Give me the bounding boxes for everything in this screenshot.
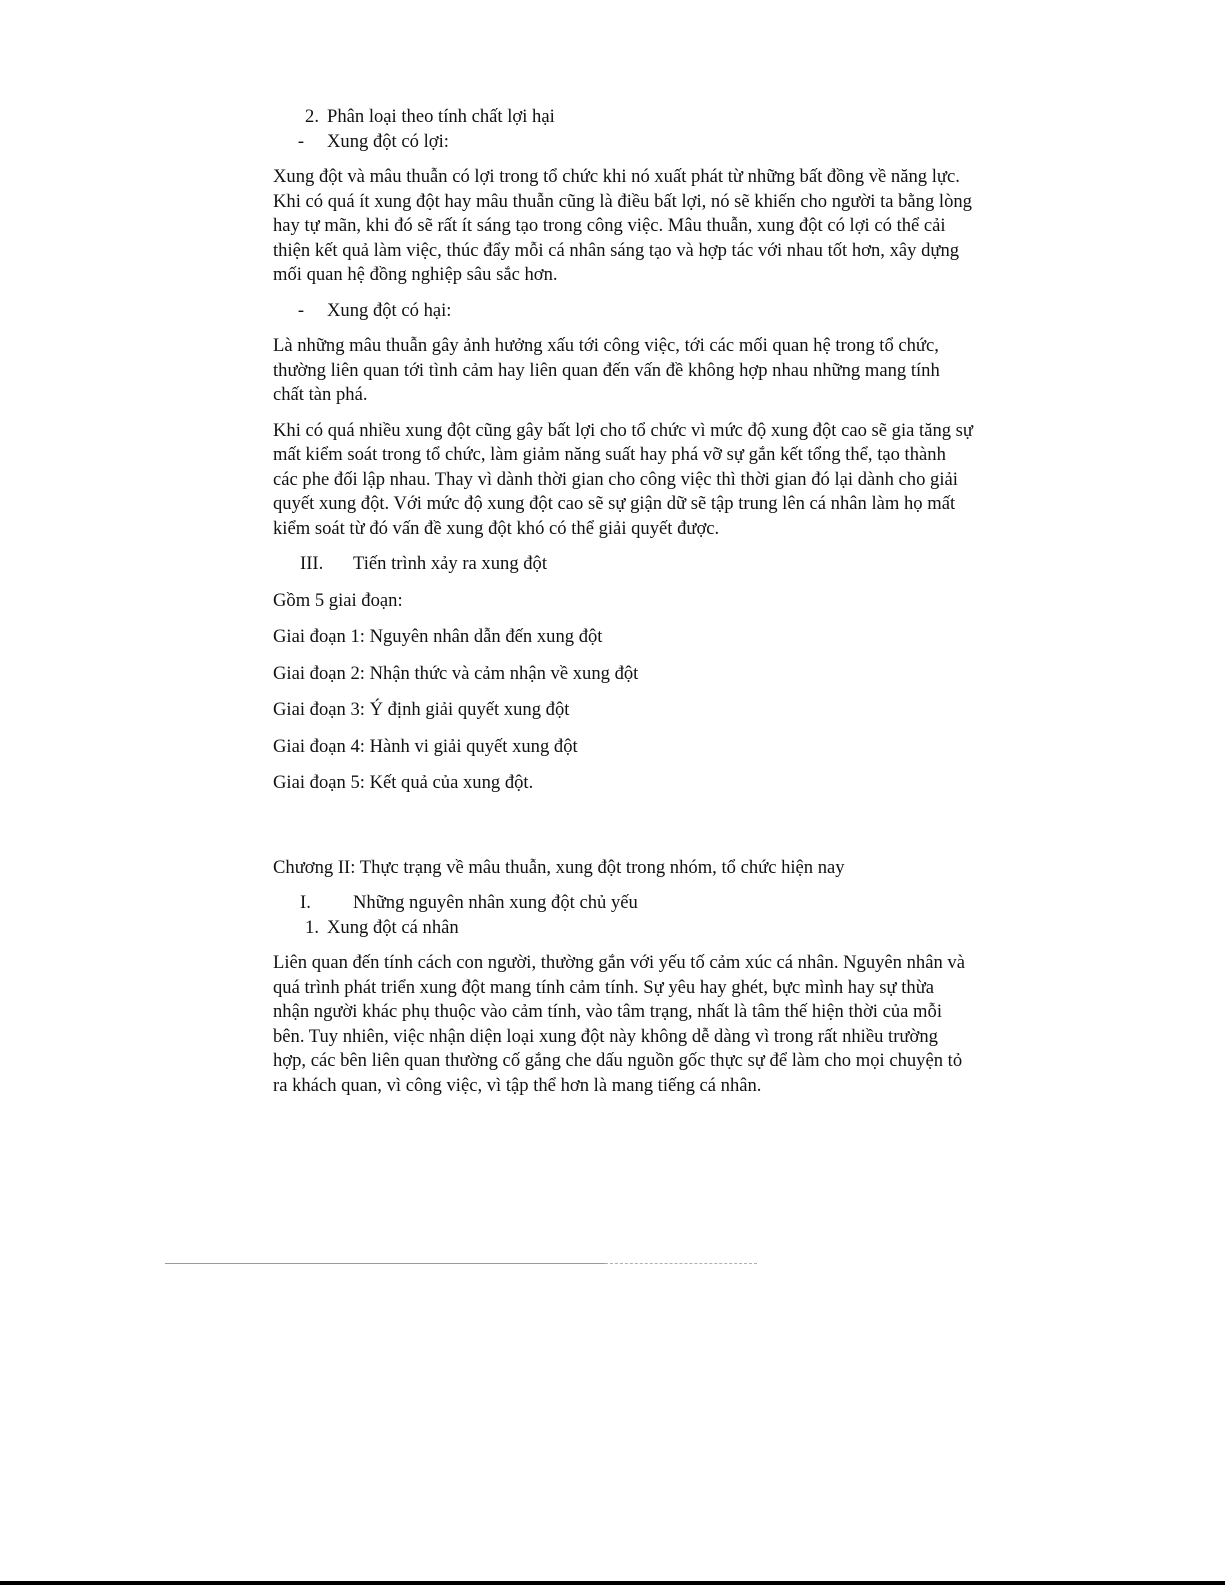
heading-text: Những nguyên nhân xung đột chủ yếu (353, 892, 638, 913)
section-2-heading (273, 105, 973, 130)
list-marker: 1. (305, 916, 319, 938)
footnote-separator (165, 1263, 605, 1264)
personal-conflict-paragraph: Liên quan đến tính cách con người, thường gắn với yếu tố cảm xúc cá nhân. Nguyên nhân và quá trình phát triển xung đột mang tính cảm tính. Sự yêu hay ghét, bực mình hay sự thừa nhận người khác phụ thuộc vào cảm tính, vào tâm trạng, nhất là tâm thế hiện thời của mỗi bên. Tuy nhiên, việc nhận diện loại xung đột này không dễ dàng vì trong rất nhiều trường hợp, các bên liên quan thường cố gắng che dấu nguồn gốc thực sự để làm cho mọi chuyện tỏ ra khách quan, vì công việc, vì tập thể hơn là mang tiếng cá nhân. (273, 952, 965, 1096)
stages-intro: Gồm 5 giai đoạn: (273, 589, 403, 611)
section-I-heading (273, 891, 973, 916)
stage-item: Giai đoạn 2: Nhận thức và cảm nhận về xung đột (273, 662, 639, 684)
harmful-conflict-heading (273, 299, 973, 324)
harmful-conflict-paragraph-2: Khi có quá nhiều xung đột cũng gây bất lợi cho tổ chức vì mức độ xung đột cao sẽ gia tăng sự mất kiểm soát trong tổ chức, làm giảm năng suất hay phá vỡ sự gắn kết tổng thể, tạo thành các phe đối lập nhau. Thay vì dành thời gian cho công việc thì thời gian đó lại dành cho giải quyết xung đột. Với mức độ xung đột cao sẽ sự giận dữ sẽ tập trung lên cá nhân làm họ mất kiểm soát từ đó vấn đề xung đột khó có thể giải quyết được. (273, 419, 973, 539)
beneficial-conflict-heading (273, 130, 973, 155)
harmful-conflict-paragraph-1: Là những mâu thuẫn gây ảnh hưởng xấu tới công việc, tới các mối quan hệ trong tổ chức, thường liên quan tới tình cảm hay liên quan đến vấn đề không hợp nhau những mang tính chất tàn phá. (273, 335, 940, 405)
heading-text: Phân loại theo tính chất lợi hại (327, 106, 555, 127)
heading-text: Xung đột có lợi: (327, 130, 449, 152)
subsection-1-heading (273, 916, 973, 941)
stage-item: Giai đoạn 4: Hành vi giải quyết xung đột (273, 735, 578, 757)
beneficial-conflict-paragraph: Xung đột và mâu thuẫn có lợi trong tổ chức khi nó xuất phát từ những bất đồng về năng lực. Khi có quá ít xung đột hay mâu thuẫn cũng là điều bất lợi, nó sẽ khiến cho người ta bằng lòng hay tự mãn, khi đó sẽ rất ít sáng tạo trong công việc. Mâu thuẫn, xung đột có lợi có thể cải thiện kết quả làm việc, thúc đẩy mỗi cá nhân sáng tạo và hợp tác với nhau tốt hơn, xây dựng mối quan hệ đồng nghiệp sâu sắc hơn. (273, 166, 972, 285)
list-marker: III. (300, 553, 324, 574)
heading-text: Tiến trình xảy ra xung đột (353, 553, 548, 574)
list-marker: - (297, 130, 305, 152)
section-III-heading (273, 552, 973, 577)
stage-item: Giai đoạn 3: Ý định giải quyết xung đột (273, 699, 570, 720)
stage-item: Giai đoạn 1: Nguyên nhân dẫn đến xung đột (273, 626, 603, 647)
document-page (273, 105, 973, 1098)
heading-text: Xung đột có hại: (327, 299, 452, 321)
stage-item: Giai đoạn 5: Kết quả của xung đột. (273, 772, 534, 793)
page-bottom-border (0, 1581, 1225, 1585)
list-marker: - (297, 299, 305, 321)
list-marker: I. (300, 892, 311, 913)
chapter-II-title: Chương II: Thực trạng về mâu thuẫn, xung đột trong nhóm, tổ chức hiện nay (273, 856, 845, 878)
list-marker: 2. (305, 106, 319, 127)
footnote-separator-dashed (605, 1263, 757, 1264)
heading-text: Xung đột cá nhân (327, 916, 459, 938)
